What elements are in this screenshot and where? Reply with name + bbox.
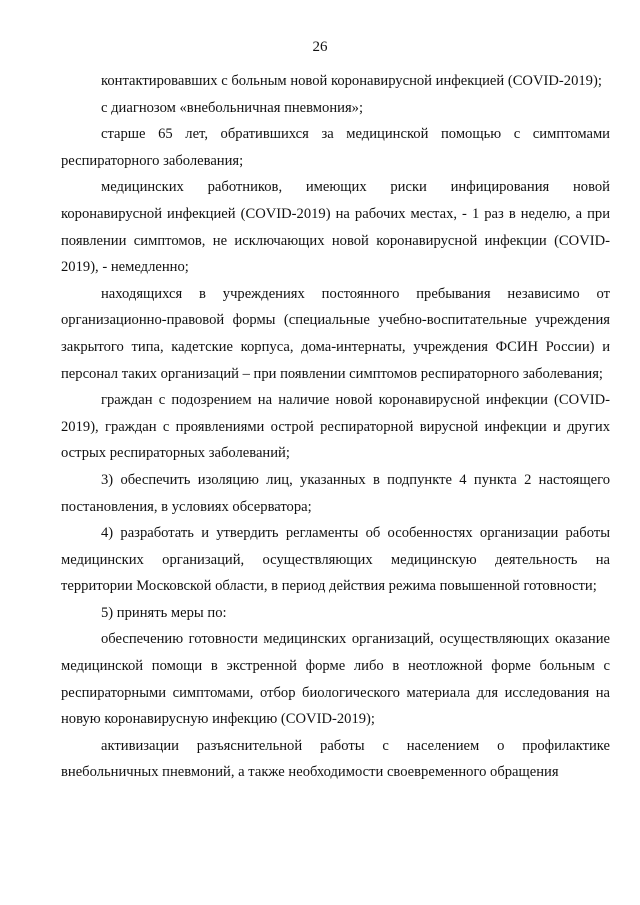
paragraph-over-65: старше 65 лет, обратившихся за медицинской помощью с симптомами респираторного заболевания; bbox=[61, 126, 610, 169]
paragraph-suspected-citizens: граждан с подозрением на наличие новой коронавирусной инфекции (COVID-2019), граждан с проявлениями острой респираторной вирусной инфекции и других острых респираторных заболеваний; bbox=[61, 392, 610, 462]
paragraph-item-4-regulations: 4) разработать и утвердить регламенты об особенностях организации работы медицинских организаций, осуществляющих медицинскую деятельность на территории Московской области, в период действия режима повышенной готовности; bbox=[61, 525, 610, 595]
paragraph-readiness: обеспечению готовности медицинских организаций, осуществляющих оказание медицинской помощи в экстренной форме либо в неотложной форме больным с респираторными симптомами, отбор биологического материала для исследования на новую коронавирусную инфекцию (COVID-2019); bbox=[61, 631, 610, 728]
document-body bbox=[61, 68, 610, 786]
paragraph-awareness: активизации разъяснительной работы с населением о профилактике внебольничных пневмоний, а также необходимости своевременного обращения bbox=[61, 737, 610, 781]
paragraph-item-5-measures: 5) принять меры по: bbox=[101, 604, 227, 621]
paragraph-residential-institutions: находящихся в учреждениях постоянного пребывания независимо от организационно-правовой формы (специальные учебно-воспитательные учреждения закрытого типа, кадетские корпуса, дома-интернаты, учреждения ФСИН России) и персонал таких организаций – при появлении симптомов респираторного заболевания; bbox=[61, 285, 610, 382]
paragraph-contacts: контактировавших с больным новой коронавирусной инфекцией (COVID-2019); bbox=[101, 73, 602, 89]
page-number: 26 bbox=[312, 39, 328, 55]
paragraph-pneumonia-diagnosis: с диагнозом «внебольничная пневмония»; bbox=[101, 99, 364, 116]
paragraph-medical-workers: медицинских работников, имеющих риски инфицирования новой коронавирусной инфекцией (COVID-2019) на рабочих местах, - 1 раз в неделю, а при появлении симптомов, не исключающих новой коронавирусной инфекции (COVID-2019), - немедленно; bbox=[61, 179, 610, 276]
paragraph-item-3-isolation: 3) обеспечить изоляцию лиц, указанных в подпункте 4 пункта 2 настоящего постановления, в условиях обсерватора; bbox=[61, 471, 610, 515]
